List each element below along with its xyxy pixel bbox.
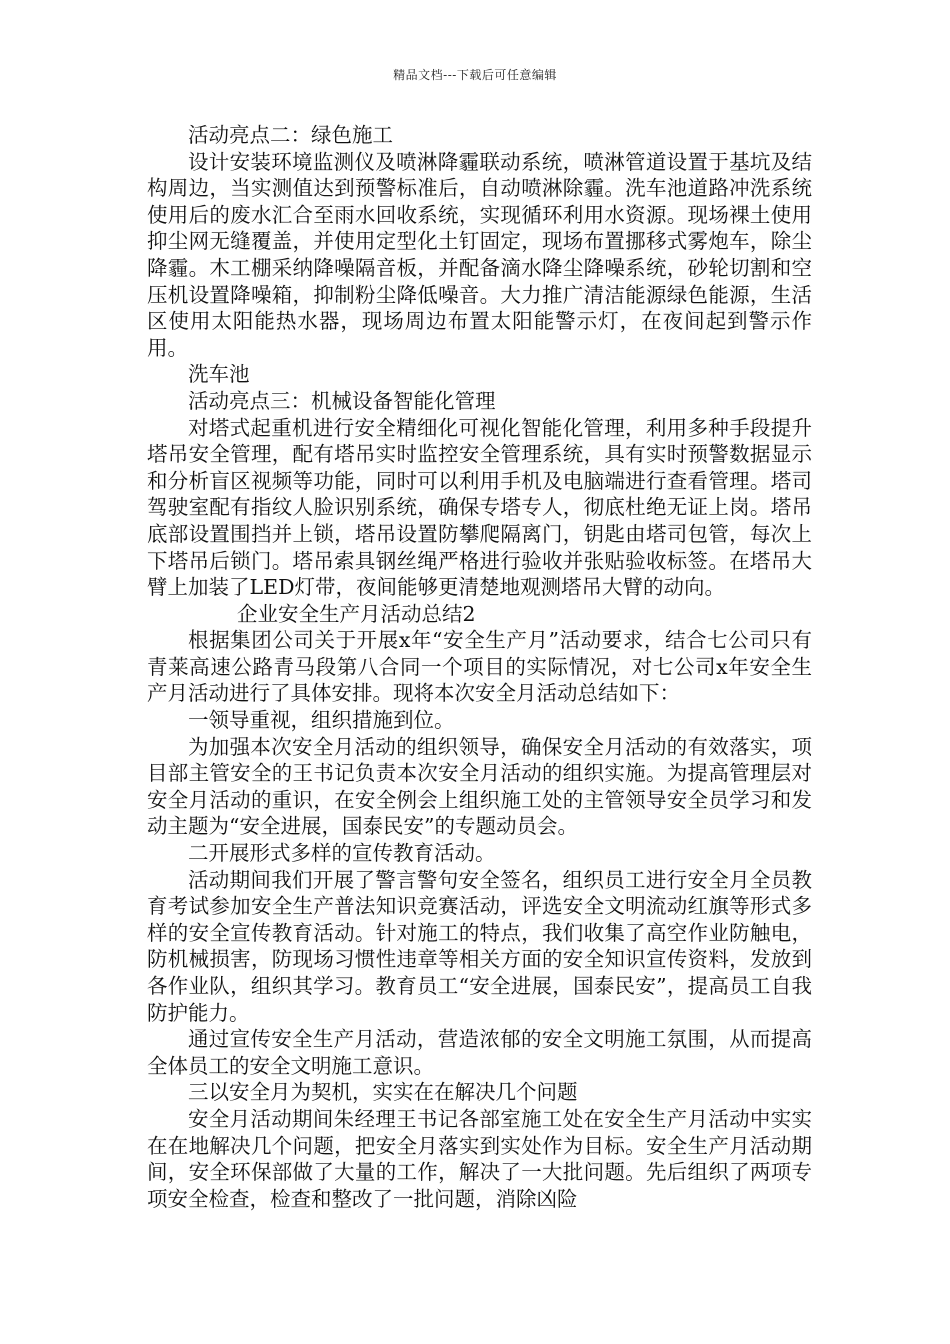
document-title: 企业安全生产月活动总结2 [237,601,476,626]
section-heading: 活动亮点三：机械设备智能化管理 [188,388,496,413]
paragraph: 安全月活动期间朱经理王书记各部室施工处在安全生产月活动中实实在在地解决几个问题，把安全月落实到实处作为目标。安全生产月活动期间，安全环保部做了大量的工作，解决了一大批问题。先后组织了两项专项安全检查，检查和整改了一批问题，消除凶险 [147,1106,812,1211]
image-caption: 洗车池 [188,362,250,387]
paragraph: 活动期间我们开展了警言警句安全签名，组织员工进行安全月全员教育考试参加安全生产普法知识竞赛活动，评选安全文明流动红旗等形式多样的安全宣传教育活动。针对施工的特点，我们收集了高空作业防触电，防机械损害，防现场习惯性违章等相关方面的安全知识宣传资料，发放到各作业队，组织其学习。教育员工“安全进展，国泰民安”，提高员工自我防护能力。 [147,867,812,1025]
section-heading: 活动亮点二：绿色施工 [188,123,393,147]
section-heading: 一领导重视，组织措施到位。 [188,708,455,733]
paragraph: 为加强本次安全月活动的组织领导，确保安全月活动的有效落实，项目部主管安全的王书记负责本次安全月活动的组织实施。为提高管理层对安全月活动的重识，在安全例会上组织施工处的主管领导安全员学习和发动主题为“安全进展，国泰民安”的专题动员会。 [147,734,812,839]
paragraph: 对塔式起重机进行安全精细化可视化智能化管理，利用多种手段提升塔吊安全管理，配有塔吊实时监控安全管理系统，具有实时预警数据显示和分析盲区视频等功能，同时可以利用手机及电脑端进行查看管理。塔司驾驶室配有指纹人脸识别系统，确保专塔专人，彻底杜绝无证上岗。塔吊底部设置围挡并上锁，塔吊设置防攀爬隔离门，钥匙由塔司包管，每次上下塔吊后锁门。塔吊索具钢丝绳严格进行验收并张贴验收标签。在塔吊大臂上加装了LED灯带，夜间能够更清楚地观测塔吊大臂的动向。 [147,415,812,600]
document-body [147,122,812,1212]
paragraph: 设计安装环境监测仪及喷淋降霾联动系统，喷淋管道设置于基坑及结构周边，当实测值达到预警标准后，自动喷淋除霾。洗车池道路冲洗系统使用后的废水汇合至雨水回收系统，实现循环利用水资源。现场裸土使用抑尘网无缝覆盖，并使用定型化土钉固定，现场布置挪移式雾炮车，除尘降霾。木工棚采纳降噪隔音板，并配备滴水降尘降噪系统，砂轮切割和空压机设置降噪箱，抑制粉尘降低噪音。大力推广清洁能源绿色能源，生活区使用太阳能热水器，现场周边布置太阳能警示灯，在夜间起到警示作用。 [147,149,812,360]
paragraph: 根据集团公司关于开展x年“安全生产月”活动要求，结合七公司只有青莱高速公路青马段第八合同一个项目的实际情况，对七公司x年安全生产月活动进行了具体安排。现将本次安全月活动总结如下： [147,628,812,706]
paragraph: 通过宣传安全生产月活动，营造浓郁的安全文明施工氛围，从而提高全体员工的安全文明施工意识。 [147,1027,812,1078]
section-heading: 三以安全月为契机，实实在在解决几个问题 [188,1080,578,1105]
page-header: 精品文档---下载后可任意编辑 [393,68,557,82]
section-heading: 二开展形式多样的宣传教育活动。 [188,841,496,866]
